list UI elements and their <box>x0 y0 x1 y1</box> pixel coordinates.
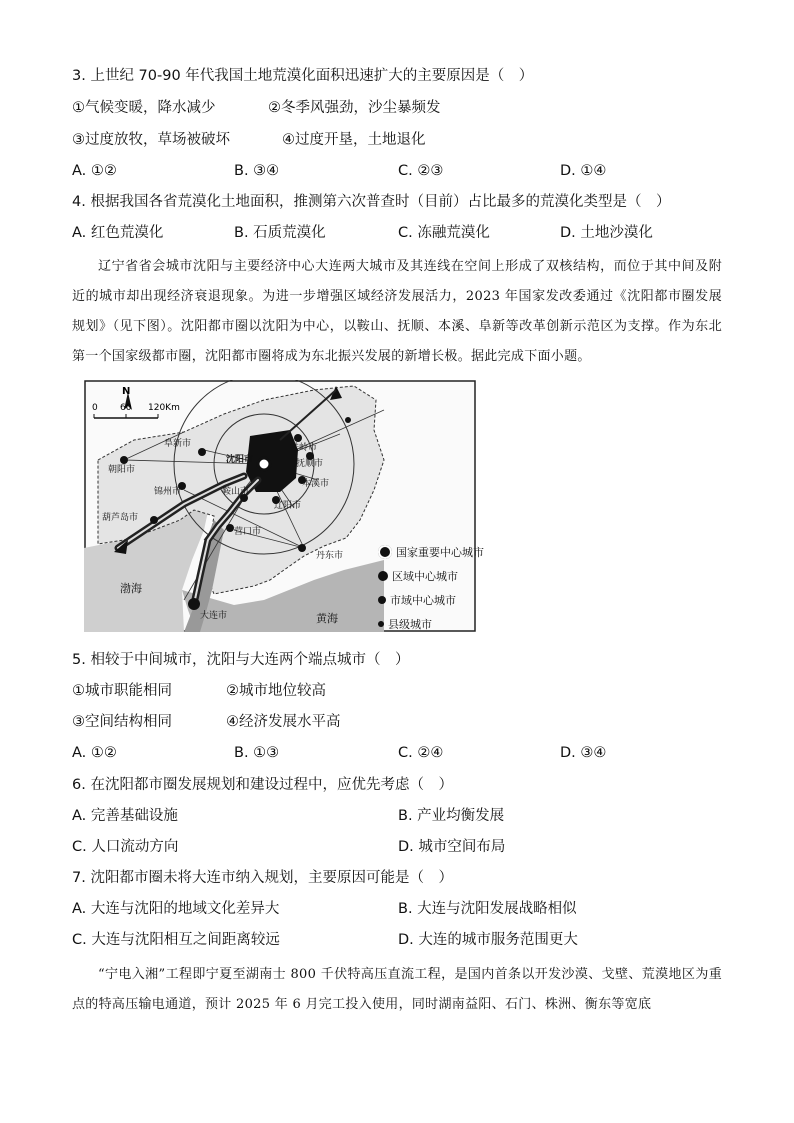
q5-option-d: D. ③④ <box>560 745 607 761</box>
legend-label-national: 国家重要中心城市 <box>396 546 484 559</box>
city-label-anshan: 鞍山市 <box>222 487 250 497</box>
city-label-shenyang: 沈阳市 <box>226 455 254 465</box>
q5-item-4: ④经济发展水平高 <box>226 714 341 730</box>
q3-option-b: B. ③④ <box>234 163 280 179</box>
q7-option-d: D. 大连的城市服务范围更大 <box>398 932 578 948</box>
question-5-stem: 5. 相较于中间城市，沈阳与大连两个端点城市（ ） <box>72 652 410 668</box>
q7-option-b: B. 大连与沈阳发展战略相似 <box>398 901 577 917</box>
q3-item-4: ④过度开垦，土地退化 <box>282 132 426 148</box>
q5-option-b: B. ①③ <box>234 745 280 761</box>
county-city-icon <box>378 621 384 627</box>
q7-option-a: A. 大连与沈阳的地域文化差异大 <box>72 901 280 917</box>
scale-label-60: 60 <box>120 403 132 413</box>
q5-item-2: ②城市地位较高 <box>226 683 326 699</box>
q4-option-d: D. 土地沙漠化 <box>560 225 653 241</box>
q6-option-b: B. 产业均衡发展 <box>398 808 505 824</box>
legend-row-national <box>378 540 518 564</box>
question-4-stem: 4. 根据我国各省荒漠化土地面积，推测第六次普查时（目前）占比最多的荒漠化类型是（ ） <box>72 194 671 210</box>
q5-option-c: C. ②④ <box>398 745 444 761</box>
city-label-benxi: 本溪市 <box>302 479 330 489</box>
scale-label-0: 0 <box>92 403 98 413</box>
legend-row-municipal <box>378 588 518 612</box>
regional-center-icon <box>378 571 388 581</box>
city-label-jinzhou: 锦州市 <box>154 487 182 497</box>
legend-row-regional <box>378 564 518 588</box>
q3-item-2: ②冬季风强劲，沙尘暴频发 <box>268 100 441 116</box>
q3-option-c: C. ②③ <box>398 163 444 179</box>
city-label-chaoyang: 朝阳市 <box>108 465 136 475</box>
q5-item-3: ③空间结构相同 <box>72 714 172 730</box>
legend-row-county <box>378 612 518 636</box>
city-label-tieling: 铁岭市 <box>290 443 318 453</box>
q5-item-1: ①城市职能相同 <box>72 683 172 699</box>
reading-passage-power-line: “宁电入湘”工程即宁夏至湖南士 800 千伏特高压直流工程，是国内首条以开发沙漠、戈壁、荒漠地区为重点的特高压输电通道，预计 2025 年 6 月完工投入使用，同时湖南益阳、石门、株洲、衡东等宽底 <box>72 967 722 1012</box>
sea-label-bohai: 渤海 <box>120 582 142 595</box>
q4-option-a: A. 红色荒漠化 <box>72 225 164 241</box>
national-center-icon <box>378 545 392 559</box>
q4-option-c: C. 冻融荒漠化 <box>398 225 490 241</box>
city-label-fuxin: 阜新市 <box>164 439 192 449</box>
q3-option-a: A. ①② <box>72 163 117 179</box>
q6-option-a: A. 完善基础设施 <box>72 808 178 824</box>
q7-option-c: C. 大连与沈阳相互之间距离较远 <box>72 932 280 948</box>
q3-item-1: ①气候变暖，降水减少 <box>72 100 216 116</box>
city-label-dandong: 丹东市 <box>316 551 344 561</box>
question-3-stem: 3. 上世纪 70-90 年代我国土地荒漠化面积迅速扩大的主要原因是（ ） <box>72 68 534 84</box>
compass-label: N <box>122 386 131 397</box>
sea-label-huanghai: 黄海 <box>316 612 338 625</box>
municipal-center-icon <box>378 596 386 604</box>
scale-label-120: 120Km <box>148 403 180 413</box>
city-label-dalian: 大连市 <box>200 611 228 621</box>
legend-label-municipal: 市域中心城市 <box>390 594 456 607</box>
reading-passage-shenyang: 辽宁省省会城市沈阳与主要经济中心大连两大城市及其连线在空间上形成了双核结构，而位于其中间及附近的城市却出现经济衰退现象。为进一步增强区域经济发展活力，2023 年国家发改委通过《沈阳都市圈发展规划》（见下图）。沈阳都市圈以沈阳为中心，以鞍山、抚顺、本溪、阜新等改革创新示范区为支撑。作为东北第一个国家级都市圈，沈阳都市圈将成为东北振兴发展的新增长极。据此完成下面小题。 <box>72 259 722 364</box>
legend-label-county: 县级城市 <box>388 618 432 631</box>
q4-option-b: B. 石质荒漠化 <box>234 225 326 241</box>
city-label-yingkou: 营口市 <box>234 527 262 537</box>
q6-option-c: C. 人口流动方向 <box>72 839 179 855</box>
map-legend <box>378 540 518 636</box>
city-label-fushun: 抚顺市 <box>296 459 324 469</box>
q5-option-a: A. ①② <box>72 745 117 761</box>
question-6-stem: 6. 在沈阳都市圈发展规划和建设过程中，应优先考虑（ ） <box>72 777 453 793</box>
city-label-liaoyang: 辽阳市 <box>274 501 302 511</box>
city-label-huludao: 葫芦岛市 <box>102 513 139 523</box>
q3-item-3: ③过度放牧，草场被破坏 <box>72 132 230 148</box>
q6-option-d: D. 城市空间布局 <box>398 839 506 855</box>
question-7-stem: 7. 沈阳都市圈未将大连市纳入规划，主要原因可能是（ ） <box>72 870 453 886</box>
legend-label-regional: 区域中心城市 <box>392 570 458 583</box>
q3-option-d: D. ①④ <box>560 163 607 179</box>
